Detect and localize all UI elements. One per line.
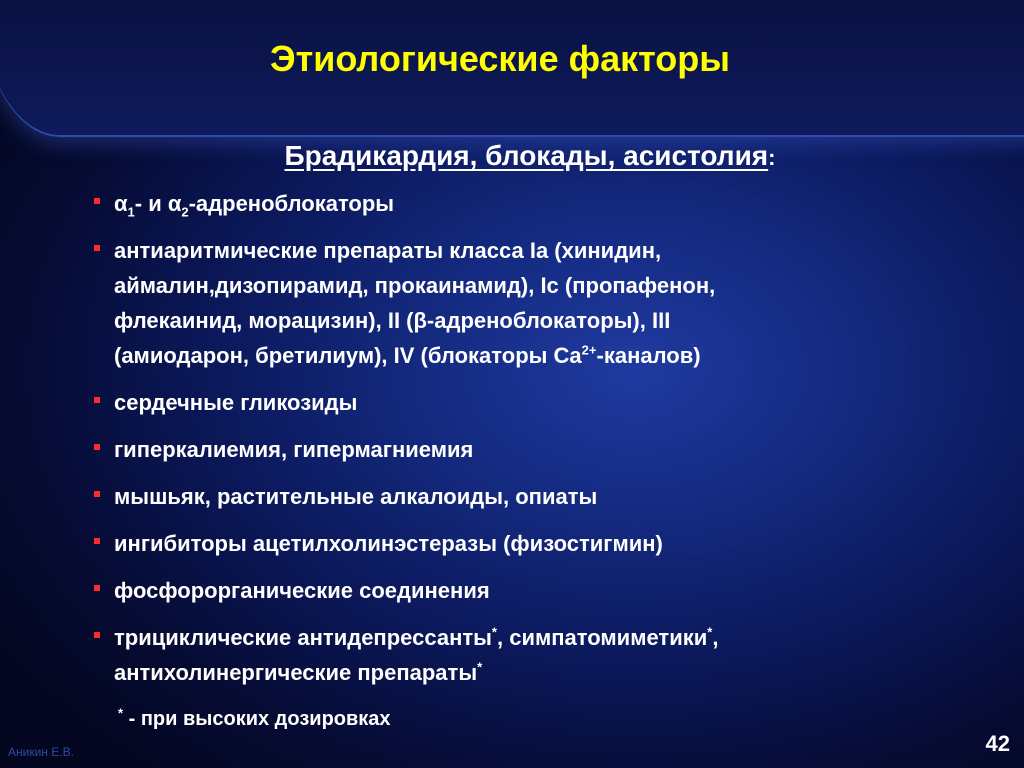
- item-text: (амиодарон, бретилиум), IV (блокаторы Ca: [114, 343, 582, 368]
- item-text: фосфорорганические соединения: [114, 578, 490, 603]
- list-item: [90, 573, 930, 608]
- item-text: антихолинергические препараты: [114, 660, 478, 685]
- slide-subtitle: [0, 140, 1024, 172]
- superscript: 2+: [581, 342, 597, 358]
- list-item: [90, 233, 930, 373]
- list-item: [90, 432, 930, 467]
- footnote-marker: *: [707, 624, 713, 640]
- alpha-symbol: α: [114, 191, 128, 216]
- footnote: [118, 705, 391, 731]
- item-text: ингибиторы ацетилхолинэстеразы (физостигмин): [114, 531, 663, 556]
- page-number: 42: [985, 731, 1010, 756]
- bullet-icon: [94, 397, 100, 403]
- item-text: -каналов): [596, 343, 701, 368]
- bullet-icon: [94, 198, 100, 204]
- item-text: , симпатомиметики: [496, 625, 708, 650]
- list-item: [90, 620, 930, 690]
- author-credit: Аникин Е.В.: [8, 745, 74, 759]
- item-text: - и: [134, 191, 168, 216]
- list-item: [90, 385, 930, 420]
- footnote-marker: *: [118, 705, 124, 721]
- item-text: аймалин,дизопирамид, прокаинамид), Ic (пропафенон,: [114, 273, 716, 298]
- item-text: сердечные гликозиды: [114, 390, 358, 415]
- bullet-icon: [94, 444, 100, 450]
- item-text: антиаритмические препараты класса Ia (хинидин,: [114, 238, 662, 263]
- footnote-marker: *: [477, 659, 483, 675]
- footnote-marker: *: [491, 624, 497, 640]
- bullet-icon: [94, 538, 100, 544]
- item-text: флекаинид, морацизин), II (β-адреноблокаторы), III: [114, 308, 671, 333]
- bullet-icon: [94, 245, 100, 251]
- item-text: -адреноблокаторы: [188, 191, 395, 216]
- list-item: [90, 479, 930, 514]
- item-text: ,: [712, 625, 719, 650]
- subtitle-text: Брадикардия, блокады, асистолия: [284, 140, 769, 171]
- alpha-symbol: α: [167, 191, 182, 216]
- factor-list: [90, 186, 930, 702]
- subscript: 2: [181, 204, 189, 220]
- slide-title: Этиологические факторы: [269, 38, 731, 79]
- list-item: [90, 526, 930, 561]
- subtitle-colon: :: [768, 145, 776, 170]
- list-item: [90, 186, 930, 221]
- subscript: 1: [127, 204, 135, 220]
- item-text: мышьяк, растительные алкалоиды, опиаты: [114, 484, 598, 509]
- footnote-text: - при высоких дозировках: [123, 708, 391, 730]
- item-text: трициклические антидепрессанты: [114, 625, 492, 650]
- bullet-icon: [94, 491, 100, 497]
- bullet-icon: [94, 585, 100, 591]
- bullet-icon: [94, 632, 100, 638]
- item-text: гиперкалиемия, гипермагниемия: [114, 437, 474, 462]
